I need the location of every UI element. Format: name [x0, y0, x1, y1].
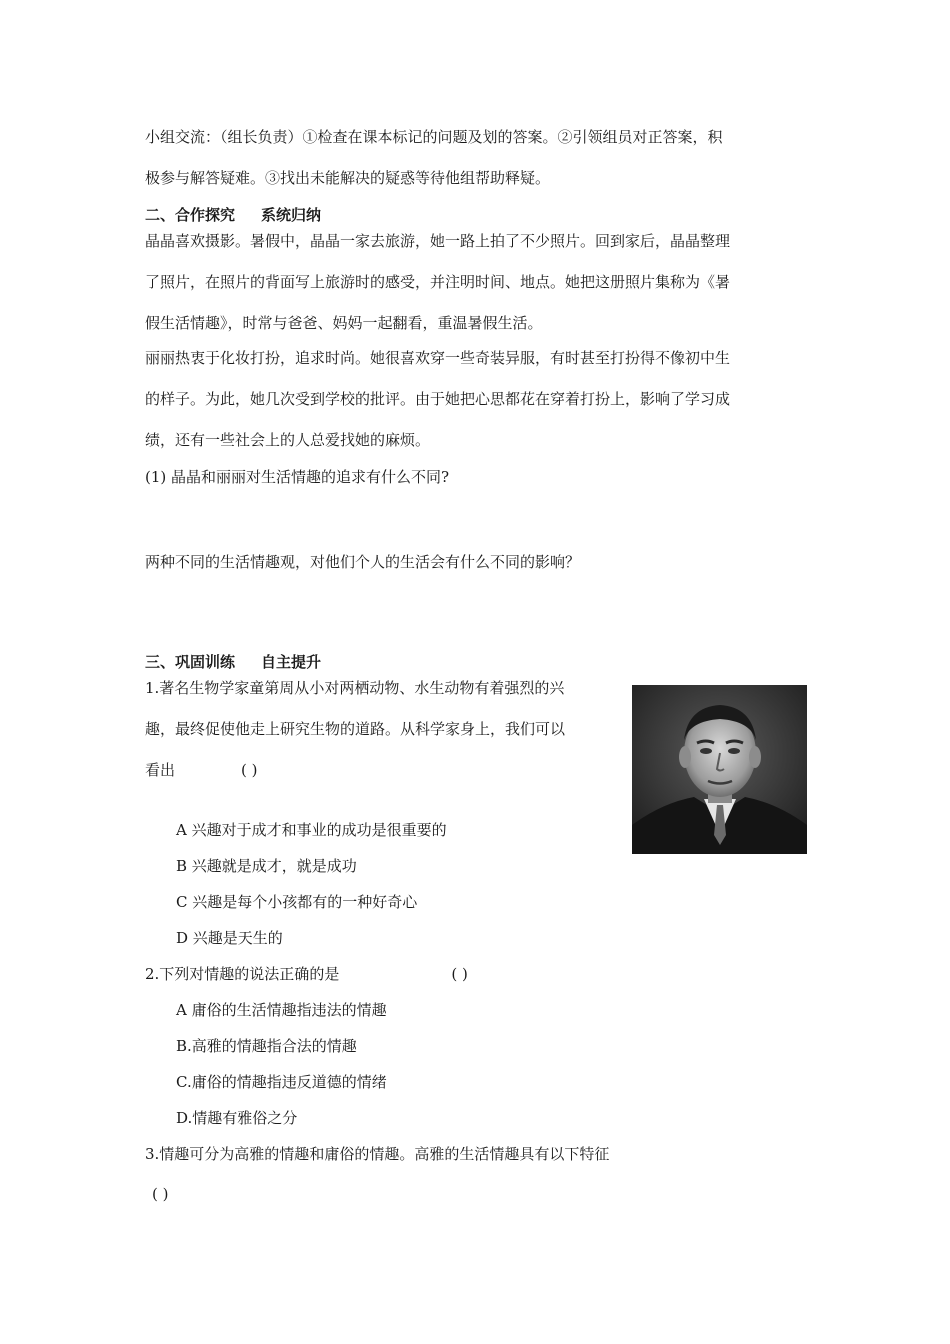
- story-1-line-3: 假生活情趣》，时常与爸爸、妈妈一起翻看，重温暑假生活。: [145, 314, 543, 332]
- question-2-option-c: C.庸俗的情趣指违反道德的情绪: [176, 1073, 387, 1091]
- story-1-line-2: 了照片，在照片的背面写上旅游时的感受，并注明时间、地点。她把这册照片集称为《暑: [145, 273, 731, 291]
- section-2-heading-a: 二、合作探究: [145, 206, 236, 224]
- section-2-heading-b: 系统归纳: [261, 206, 322, 224]
- question-1-line-3: [145, 760, 258, 780]
- section-3-heading-a: 三、巩固训练: [145, 653, 236, 671]
- intro-line-1: 小组交流：（组长负责）①检查在课本标记的问题及划的答案。②引领组员对正答案，积: [145, 128, 723, 146]
- story-1-line-1: 晶晶喜欢摄影。暑假中，晶晶一家去旅游，她一路上拍了不少照片。回到家后，晶晶整理: [145, 232, 731, 250]
- question-2-option-a: A 庸俗的生活情趣指违法的情趣: [176, 1001, 387, 1019]
- story-2-line-2: 的样子。为此，她几次受到学校的批评。由于她把心思都花在穿着打扮上，影响了学习成: [145, 390, 731, 408]
- question-2-option-d: D.情趣有雅俗之分: [176, 1109, 298, 1127]
- story-2-line-3: 绩，还有一些社会上的人总爱找她的麻烦。: [145, 431, 431, 449]
- question-2-line: [145, 964, 468, 984]
- discussion-question-1: (1) 晶晶和丽丽对生活情趣的追求有什么不同?: [145, 468, 450, 486]
- question-2-answer-bracket: ( ): [451, 965, 468, 983]
- question-2-option-b: B.高雅的情趣指合法的情趣: [176, 1037, 357, 1055]
- question-1-line-2: 趣，最终促使他走上研究生物的道路。从科学家身上，我们可以: [145, 720, 566, 738]
- question-1-option-d: D 兴趣是天生的: [176, 929, 283, 947]
- question-2-stem: 2.下列对情趣的说法正确的是: [145, 965, 340, 983]
- discussion-question-2: 两种不同的生活情趣观，对他们个人的生活会有什么不同的影响？: [145, 553, 581, 571]
- question-3-answer-bracket: ( ): [152, 1185, 169, 1203]
- section-3-heading: [145, 652, 321, 672]
- question-1-option-a: A 兴趣对于成才和事业的成功是很重要的: [176, 821, 447, 839]
- question-1-option-b: B 兴趣就是成才，就是成功: [176, 857, 357, 875]
- story-2-line-1: 丽丽热衷于化妆打扮，追求时尚。她很喜欢穿一些奇装异服，有时甚至打扮得不像初中生: [145, 349, 731, 367]
- section-3-heading-b: 自主提升: [261, 653, 322, 671]
- section-2-heading: [145, 205, 321, 225]
- scientist-portrait-photo: [632, 685, 807, 854]
- question-1-stem-end: 看出: [145, 761, 176, 779]
- question-1-answer-bracket: ( ): [241, 761, 258, 779]
- question-1-option-c: C 兴趣是每个小孩都有的一种好奇心: [176, 893, 418, 911]
- intro-line-2: 极参与解答疑难。③找出未能解决的疑惑等待他组帮助释疑。: [145, 169, 551, 187]
- question-3-stem: 3.情趣可分为高雅的情趣和庸俗的情趣。高雅的生活情趣具有以下特征: [145, 1145, 610, 1163]
- question-1-line-1: 1.著名生物学家童第周从小对两栖动物、水生动物有着强烈的兴: [145, 679, 565, 697]
